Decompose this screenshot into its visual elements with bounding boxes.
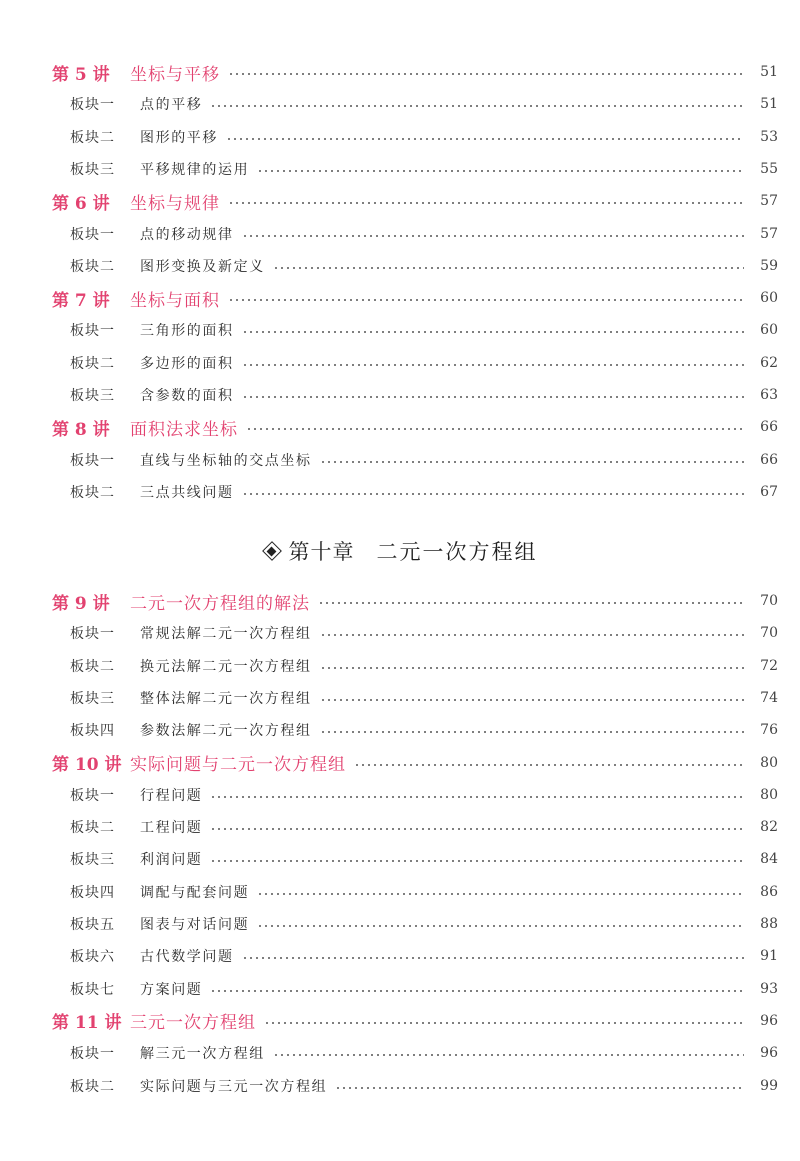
section-row[interactable]	[0, 618, 800, 648]
dot-leader	[210, 105, 744, 107]
page-number: 91	[760, 948, 778, 965]
section-number: 板块三	[70, 688, 115, 708]
lecture-number: 第 5 讲	[52, 60, 110, 85]
section-number: 板块四	[70, 882, 115, 902]
lecture-number: 第 11 讲	[52, 1008, 122, 1033]
page-number: 99	[760, 1077, 778, 1094]
section-number: 板块一	[70, 320, 115, 340]
section-title: 方案问题	[140, 979, 202, 999]
section-title: 整体法解二元一次方程组	[140, 688, 312, 708]
section-title: 利润问题	[140, 849, 202, 869]
lecture-row[interactable]	[0, 1006, 800, 1036]
dot-leader	[210, 860, 744, 862]
section-number: 板块一	[70, 1043, 115, 1063]
section-row[interactable]	[0, 780, 800, 810]
page-number: 62	[760, 354, 778, 371]
chapter-number: 第十章	[288, 540, 355, 564]
page-number: 63	[760, 387, 778, 403]
lecture-row[interactable]	[0, 186, 800, 216]
diamond-icon	[263, 542, 281, 560]
section-row[interactable]	[0, 219, 800, 249]
section-title: 图表与对话问题	[140, 914, 249, 934]
section-title: 行程问题	[140, 785, 202, 805]
section-number: 板块三	[70, 385, 115, 405]
page-number: 57	[760, 225, 778, 242]
section-number: 板块二	[70, 817, 115, 837]
dot-leader	[273, 267, 744, 269]
section-number: 板块三	[70, 159, 115, 179]
lecture-title: 坐标与平移	[130, 60, 220, 85]
section-row[interactable]	[0, 89, 800, 119]
section-number: 板块五	[70, 914, 115, 934]
section-row[interactable]	[0, 941, 800, 971]
lecture-number: 第 6 讲	[52, 189, 110, 214]
dot-leader	[242, 364, 744, 366]
page-number: 82	[760, 819, 778, 836]
section-row[interactable]	[0, 315, 800, 345]
dot-leader	[320, 634, 744, 636]
page-number: 66	[760, 419, 778, 436]
dot-leader	[320, 667, 744, 669]
section-title: 平移规律的运用	[140, 159, 249, 179]
section-row[interactable]	[0, 1038, 800, 1068]
dot-leader	[226, 138, 744, 140]
lecture-number: 第 9 讲	[52, 589, 110, 614]
page-number: 96	[760, 1012, 778, 1029]
page-number: 51	[760, 64, 778, 80]
page-number: 55	[760, 160, 778, 177]
page-number: 88	[760, 916, 778, 932]
chapter-title: 二元一次方程组	[376, 540, 538, 564]
page-number: 76	[760, 722, 778, 739]
section-row[interactable]	[0, 251, 800, 281]
page-number: 72	[760, 657, 778, 674]
lecture-number: 第 7 讲	[52, 286, 110, 311]
page-number: 74	[760, 689, 778, 706]
section-row[interactable]	[0, 683, 800, 713]
section-number: 板块一	[70, 94, 115, 114]
section-row[interactable]	[0, 380, 800, 410]
dot-leader	[320, 461, 744, 463]
section-title: 解三元一次方程组	[140, 1043, 265, 1063]
dot-leader	[354, 764, 744, 766]
dot-leader	[318, 602, 744, 604]
page-number: 96	[760, 1045, 778, 1062]
section-title: 调配与配套问题	[140, 882, 249, 902]
section-row[interactable]	[0, 877, 800, 907]
section-number: 板块一	[70, 450, 115, 470]
section-title: 三角形的面积	[140, 320, 234, 340]
section-title: 三点共线问题	[140, 482, 234, 502]
dot-leader	[210, 828, 744, 830]
dot-leader	[228, 202, 744, 204]
dot-leader	[246, 428, 744, 430]
section-row[interactable]	[0, 651, 800, 681]
section-number: 板块二	[70, 353, 115, 373]
lecture-row[interactable]	[0, 57, 800, 87]
page-number: 70	[760, 625, 778, 642]
lecture-number: 第 8 讲	[52, 415, 110, 440]
page-number: 60	[760, 322, 778, 339]
chapter-heading-inner	[263, 536, 538, 566]
lecture-title: 坐标与规律	[130, 189, 220, 214]
section-row[interactable]	[0, 122, 800, 152]
section-number: 板块六	[70, 946, 115, 966]
dot-leader	[320, 731, 744, 733]
section-number: 板块二	[70, 482, 115, 502]
page-number: 86	[760, 883, 778, 900]
section-title: 直线与坐标轴的交点坐标	[140, 450, 312, 470]
page-number: 66	[760, 451, 778, 468]
lecture-row[interactable]	[0, 748, 800, 778]
section-row[interactable]	[0, 812, 800, 842]
section-number: 板块二	[70, 127, 115, 147]
section-number: 板块二	[70, 656, 115, 676]
dot-leader	[257, 170, 744, 172]
page-number: 53	[760, 128, 778, 145]
dot-leader	[210, 990, 744, 992]
section-row[interactable]	[0, 844, 800, 874]
page-number: 80	[760, 786, 778, 803]
section-title: 参数法解二元一次方程组	[140, 720, 312, 740]
section-row[interactable]	[0, 445, 800, 475]
page-number: 60	[760, 290, 778, 307]
lecture-number: 第 10 讲	[52, 750, 122, 775]
dot-leader	[242, 235, 744, 237]
section-title: 多边形的面积	[140, 353, 234, 373]
page-number: 57	[760, 193, 778, 210]
dot-leader	[257, 925, 744, 927]
page-number: 84	[760, 851, 778, 868]
dot-leader	[242, 331, 744, 333]
page-number: 59	[760, 257, 778, 274]
section-row[interactable]	[0, 1071, 800, 1101]
section-number: 板块一	[70, 785, 115, 805]
lecture-title: 实际问题与二元一次方程组	[130, 750, 346, 775]
section-row[interactable]	[0, 154, 800, 184]
lecture-title: 坐标与面积	[130, 286, 220, 311]
section-number: 板块七	[70, 979, 115, 999]
dot-leader	[320, 699, 744, 701]
dot-leader	[273, 1054, 744, 1056]
lecture-title: 三元一次方程组	[130, 1008, 256, 1033]
section-row[interactable]	[0, 477, 800, 507]
section-row[interactable]	[0, 974, 800, 1004]
section-title: 换元法解二元一次方程组	[140, 656, 312, 676]
section-title: 点的平移	[140, 94, 202, 114]
section-number: 板块一	[70, 224, 115, 244]
chapter-heading	[0, 534, 800, 568]
dot-leader	[264, 1022, 744, 1024]
section-title: 图形的平移	[140, 127, 218, 147]
dot-leader	[257, 893, 744, 895]
section-title: 含参数的面积	[140, 385, 234, 405]
page-number: 70	[760, 593, 778, 609]
section-number: 板块二	[70, 256, 115, 276]
section-title: 古代数学问题	[140, 946, 234, 966]
section-row[interactable]	[0, 909, 800, 939]
section-number: 板块四	[70, 720, 115, 740]
page-number: 67	[760, 483, 778, 500]
dot-leader	[228, 299, 744, 301]
section-title: 工程问题	[140, 817, 202, 837]
lecture-title: 二元一次方程组的解法	[130, 589, 310, 614]
page-number: 93	[760, 980, 778, 997]
dot-leader	[242, 493, 744, 495]
section-title: 实际问题与三元一次方程组	[140, 1076, 327, 1096]
page-number: 51	[760, 96, 778, 113]
dot-leader	[242, 957, 744, 959]
dot-leader	[242, 396, 744, 398]
section-number: 板块一	[70, 623, 115, 643]
lecture-title: 面积法求坐标	[130, 415, 238, 440]
section-title: 点的移动规律	[140, 224, 234, 244]
page-number: 80	[760, 754, 778, 771]
section-number: 板块三	[70, 849, 115, 869]
section-row[interactable]	[0, 715, 800, 745]
lecture-row[interactable]	[0, 586, 800, 616]
dot-leader	[228, 73, 744, 75]
lecture-row[interactable]	[0, 283, 800, 313]
section-title: 常规法解二元一次方程组	[140, 623, 312, 643]
dot-leader	[210, 796, 744, 798]
dot-leader	[335, 1087, 744, 1089]
section-title: 图形变换及新定义	[140, 256, 265, 276]
section-row[interactable]	[0, 348, 800, 378]
section-number: 板块二	[70, 1076, 115, 1096]
lecture-row[interactable]	[0, 412, 800, 442]
